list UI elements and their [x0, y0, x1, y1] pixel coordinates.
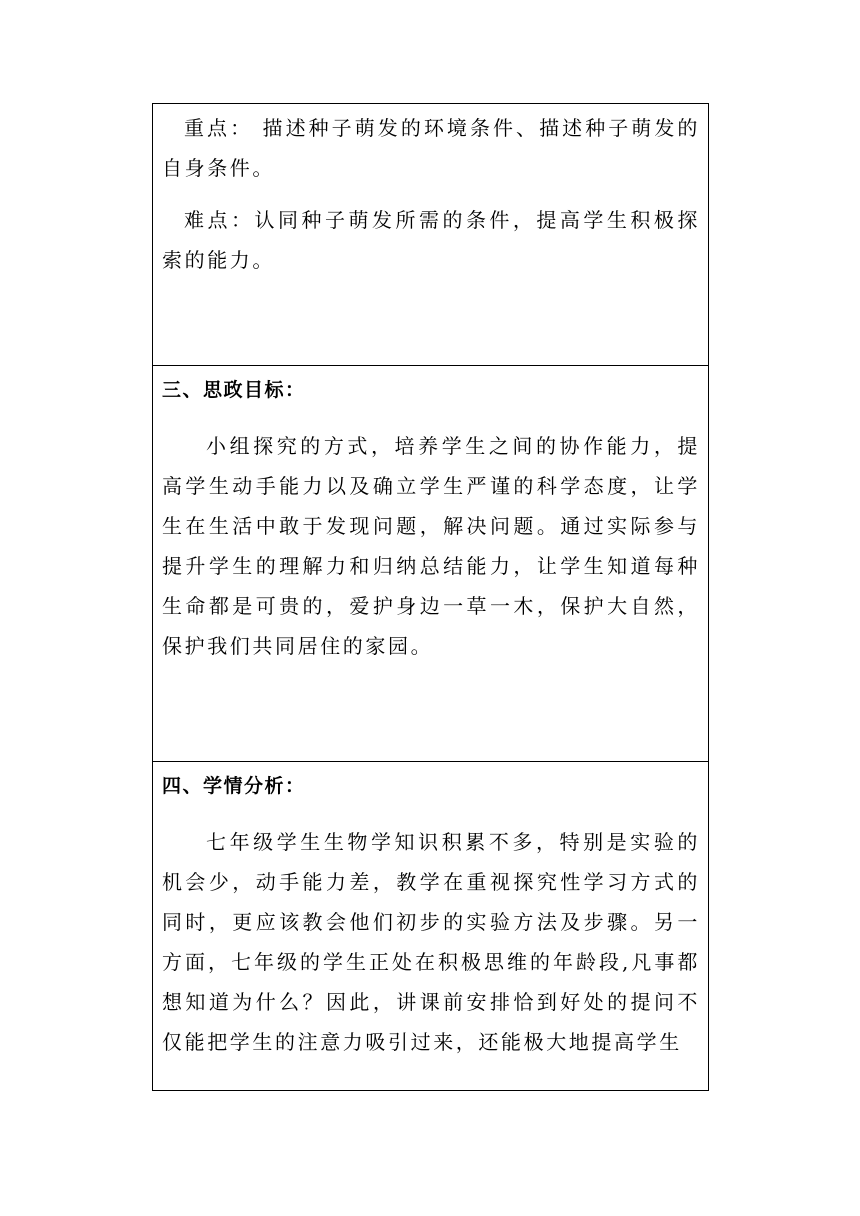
ideology-goals-body: 小组探究的方式，培养学生之间的协作能力，提高学生动手能力以及确立学生严谨的科学态度，让学生在生活中敢于发现问题，解决问题。通过实际参与提升学生的理解力和归纳总结能力，让学生知道每种生命都是可贵的，爱护身边一草一木，保护大自然，保护我们共同居住的家园。	[162, 434, 700, 658]
focus-paragraph: 重点： 描述种子萌发的环境条件、描述种子萌发的自身条件。	[162, 116, 700, 180]
difficulty-paragraph: 难点：认同种子萌发所需的条件，提高学生积极探索的能力。	[162, 208, 700, 272]
lesson-plan-table	[152, 103, 709, 1091]
student-analysis-cell	[153, 762, 708, 1090]
key-points-cell	[153, 104, 708, 366]
student-analysis-body: 七年级学生生物学知识积累不多，特别是实验的机会少，动手能力差，教学在重视探究性学习方式的同时，更应该教会他们初步的实验方法及步骤。另一方面，七年级的学生正处在积极思维的年龄段,凡事都想知道为什么？因此，讲课前安排恰到好处的提问不仅能把学生的注意力吸引过来，还能极大地提高学生	[162, 830, 700, 1054]
ideology-goals-cell	[153, 366, 708, 762]
student-analysis-heading: 四、学情分析：	[162, 775, 306, 797]
ideology-goals-heading: 三、思政目标：	[162, 379, 306, 401]
